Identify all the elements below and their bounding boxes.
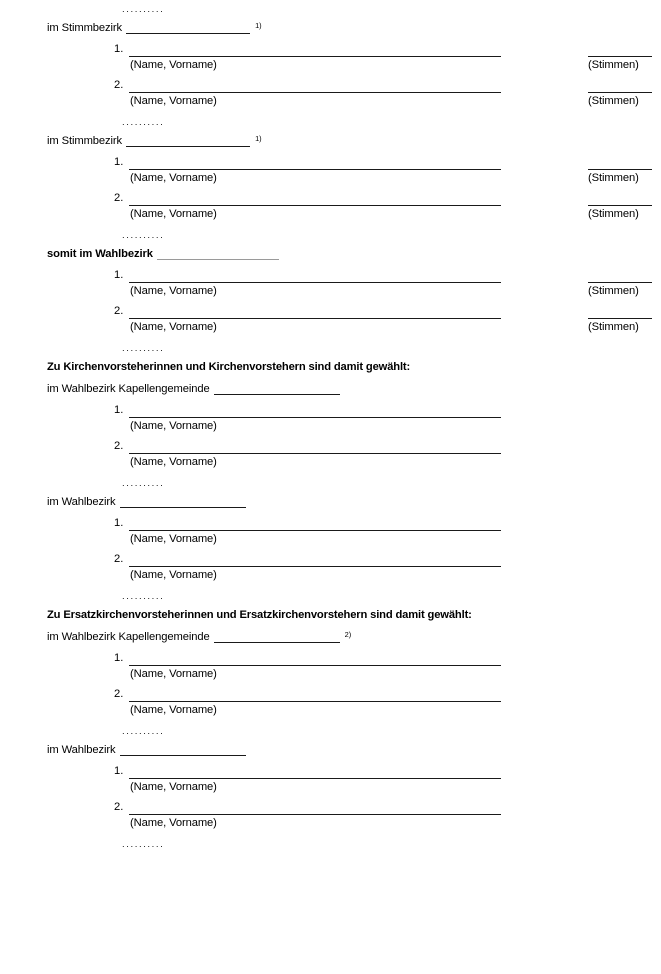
entry-number: 1. xyxy=(114,404,124,416)
ellipsis-marker: .......... xyxy=(122,478,165,489)
ellipsis-marker: .......... xyxy=(122,726,165,737)
district-label-somit-wahlbezirk: somit im Wahlbezirk xyxy=(47,247,153,260)
name-field-caption: (Name, Vorname) xyxy=(130,208,217,220)
name-input-field[interactable] xyxy=(129,169,501,170)
entry-number: 1. xyxy=(114,765,124,777)
name-field-caption: (Name, Vorname) xyxy=(130,569,217,581)
votes-field-caption: (Stimmen) xyxy=(588,321,639,333)
district-fill-field-stimmbezirk-1[interactable] xyxy=(126,22,250,34)
district-fill-field-somit-wahlbezirk[interactable] xyxy=(157,248,279,260)
votes-field-caption: (Stimmen) xyxy=(588,208,639,220)
ellipsis-marker: .......... xyxy=(122,839,165,850)
district-fill-field-kv-kapellengemeinde[interactable] xyxy=(214,383,340,395)
district-fill-field-ekv-kapellengemeinde[interactable] xyxy=(214,631,340,643)
ellipsis-marker: .......... xyxy=(122,230,165,241)
name-field-caption: (Name, Vorname) xyxy=(130,817,217,829)
votes-input-field[interactable] xyxy=(588,282,652,283)
district-fill-field-kv-wahlbezirk[interactable] xyxy=(120,496,246,508)
name-field-caption: (Name, Vorname) xyxy=(130,59,217,71)
name-input-field[interactable] xyxy=(129,778,501,779)
name-field-caption: (Name, Vorname) xyxy=(130,285,217,297)
footnote-marker-ekv-kapellengemeinde: 2) xyxy=(344,629,352,639)
name-field-caption: (Name, Vorname) xyxy=(130,533,217,545)
entry-number: 2. xyxy=(114,440,124,452)
name-field-caption: (Name, Vorname) xyxy=(130,95,217,107)
entry-number: 1. xyxy=(114,43,124,55)
entry-number: 1. xyxy=(114,269,124,281)
name-field-caption: (Name, Vorname) xyxy=(130,781,217,793)
name-field-caption: (Name, Vorname) xyxy=(130,172,217,184)
district-row-stimmbezirk-2 xyxy=(47,135,262,147)
ellipsis-marker: .......... xyxy=(122,591,165,602)
votes-input-field[interactable] xyxy=(588,92,652,93)
entry-number: 2. xyxy=(114,79,124,91)
votes-field-caption: (Stimmen) xyxy=(588,59,639,71)
name-field-caption: (Name, Vorname) xyxy=(130,420,217,432)
section-heading-heading-ersatzkirchenvorsteher: Zu Ersatzkirchenvorsteherinnen und Ersatzkirchenvorstehern sind damit gewählt: xyxy=(47,609,472,621)
district-label-stimmbezirk-2: im Stimmbezirk xyxy=(47,134,123,147)
name-field-caption: (Name, Vorname) xyxy=(130,704,217,716)
name-input-field[interactable] xyxy=(129,318,501,319)
section-heading-heading-kirchenvorsteher: Zu Kirchenvorsteherinnen und Kirchenvorstehern sind damit gewählt: xyxy=(47,361,411,373)
district-row-kv-kapellengemeinde xyxy=(47,383,340,395)
district-fill-field-stimmbezirk-2[interactable] xyxy=(126,135,250,147)
ellipsis-marker: .......... xyxy=(122,117,165,128)
name-input-field[interactable] xyxy=(129,566,501,567)
district-row-kv-wahlbezirk xyxy=(47,496,246,508)
name-field-caption: (Name, Vorname) xyxy=(130,321,217,333)
entry-number: 2. xyxy=(114,688,124,700)
district-label-ekv-kapellengemeinde: im Wahlbezirk Kapellengemeinde xyxy=(47,630,210,643)
district-row-ekv-wahlbezirk xyxy=(47,744,246,756)
name-input-field[interactable] xyxy=(129,92,501,93)
district-label-stimmbezirk-1: im Stimmbezirk xyxy=(47,21,123,34)
name-field-caption: (Name, Vorname) xyxy=(130,668,217,680)
entry-number: 2. xyxy=(114,801,124,813)
name-input-field[interactable] xyxy=(129,665,501,666)
entry-number: 1. xyxy=(114,156,124,168)
district-label-kv-wahlbezirk: im Wahlbezirk xyxy=(47,495,116,508)
entry-number: 2. xyxy=(114,305,124,317)
votes-input-field[interactable] xyxy=(588,205,652,206)
entry-number: 1. xyxy=(114,517,124,529)
name-input-field[interactable] xyxy=(129,814,501,815)
district-row-ekv-kapellengemeinde xyxy=(47,631,351,643)
name-field-caption: (Name, Vorname) xyxy=(130,456,217,468)
votes-input-field[interactable] xyxy=(588,56,652,57)
district-label-ekv-wahlbezirk: im Wahlbezirk xyxy=(47,743,116,756)
votes-field-caption: (Stimmen) xyxy=(588,172,639,184)
district-row-somit-wahlbezirk xyxy=(47,248,279,260)
name-input-field[interactable] xyxy=(129,453,501,454)
name-input-field[interactable] xyxy=(129,56,501,57)
votes-input-field[interactable] xyxy=(588,169,652,170)
district-fill-field-ekv-wahlbezirk[interactable] xyxy=(120,744,246,756)
district-row-stimmbezirk-1 xyxy=(47,22,262,34)
name-input-field[interactable] xyxy=(129,282,501,283)
ellipsis-marker: .......... xyxy=(122,343,165,354)
entry-number: 1. xyxy=(114,652,124,664)
name-input-field[interactable] xyxy=(129,205,501,206)
entry-number: 2. xyxy=(114,553,124,565)
name-input-field[interactable] xyxy=(129,417,501,418)
district-label-kv-kapellengemeinde: im Wahlbezirk Kapellengemeinde xyxy=(47,382,210,395)
footnote-marker-stimmbezirk-1: 1) xyxy=(255,20,262,30)
ellipsis-marker: .......... xyxy=(122,4,165,15)
name-input-field[interactable] xyxy=(129,701,501,702)
votes-field-caption: (Stimmen) xyxy=(588,285,639,297)
entry-number: 2. xyxy=(114,192,124,204)
votes-field-caption: (Stimmen) xyxy=(588,95,639,107)
footnote-marker-stimmbezirk-2: 1) xyxy=(255,133,262,143)
votes-input-field[interactable] xyxy=(588,318,652,319)
name-input-field[interactable] xyxy=(129,530,501,531)
